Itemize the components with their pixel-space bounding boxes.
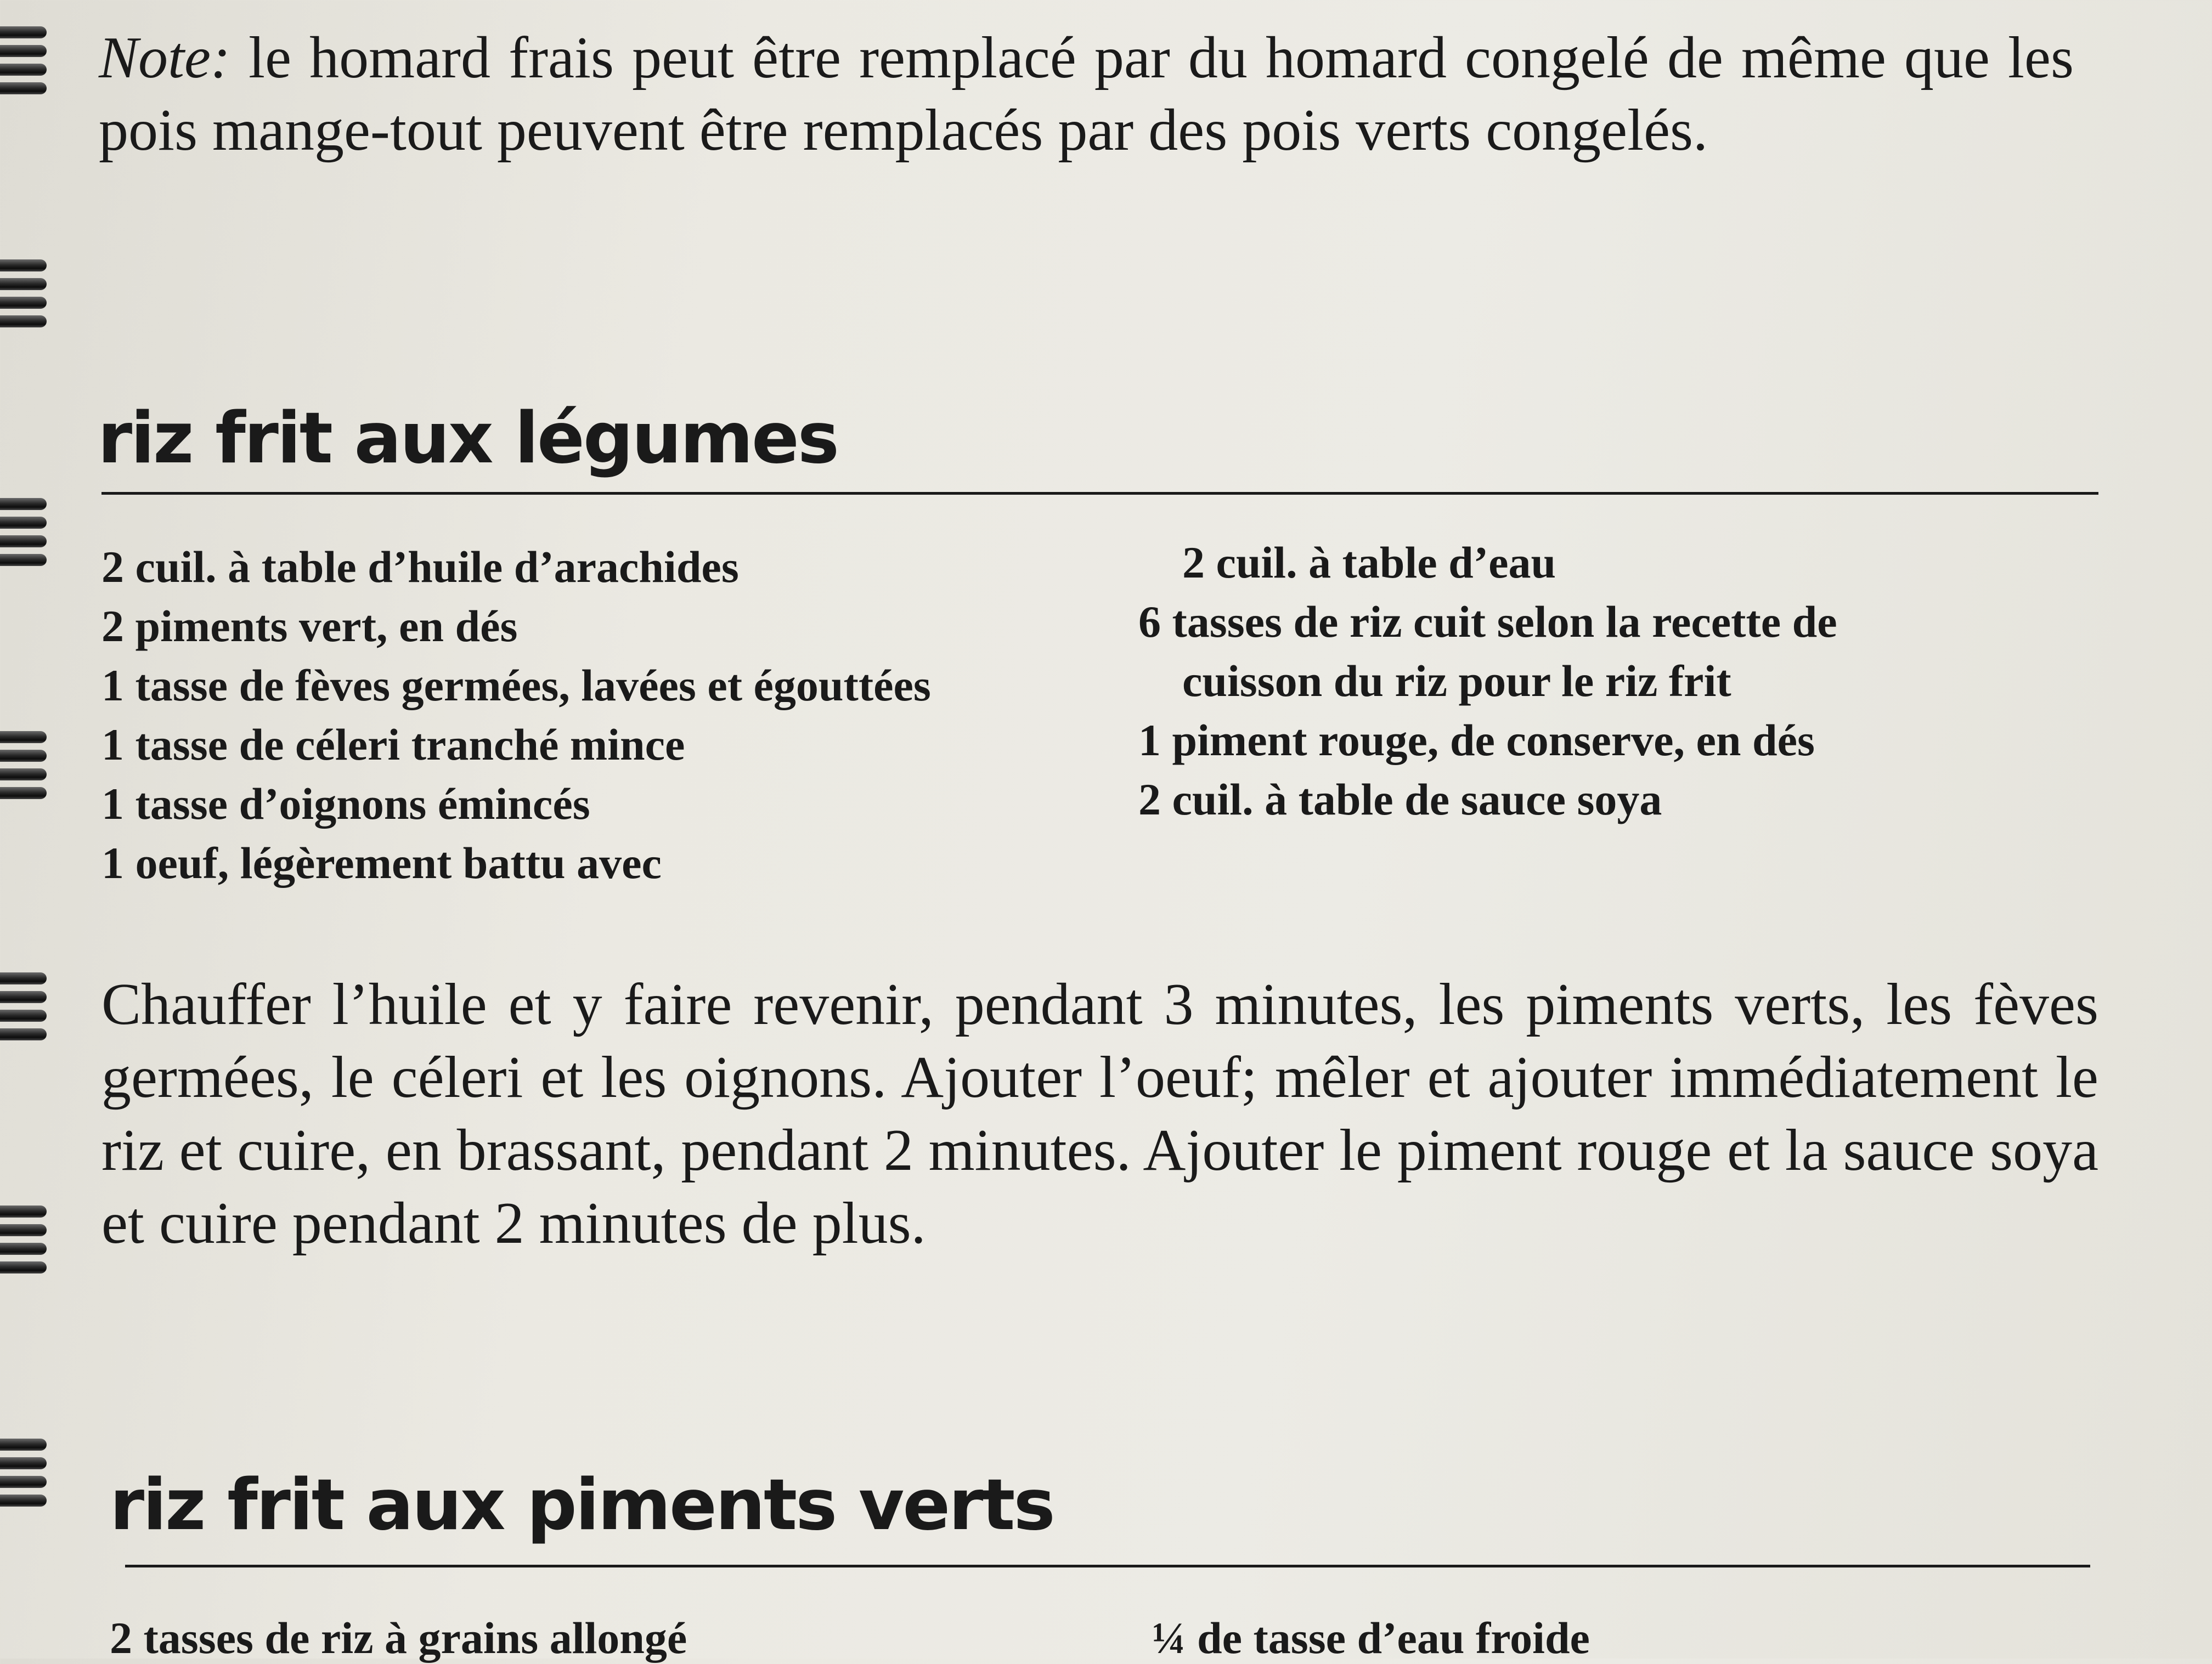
- ingredient-list-left: [101, 537, 931, 893]
- ingredient-list-right: [1138, 533, 1837, 829]
- ingredient-item: 1 oeuf, légèrement battu avec: [101, 838, 662, 888]
- partial-ingredient-left: 2 tasses de riz à grains allongé: [110, 1613, 687, 1663]
- spiral-binding-ring: [0, 716, 52, 806]
- ingredient-item: 1 tasse de fèves germées, lavées et égouttées: [101, 660, 931, 710]
- spiral-binding-ring: [0, 244, 52, 335]
- ingredient-item: 2 cuil. à table d’huile d’arachides: [101, 542, 739, 592]
- ingredient-item: 2 cuil. à table de sauce soya: [1138, 774, 1662, 824]
- ingredient-item: 1 tasse de céleri tranché mince: [101, 720, 685, 769]
- title-rule: [101, 492, 2098, 495]
- ingredient-item: cuisson du riz pour le riz frit: [1182, 656, 1731, 706]
- spiral-binding-ring: [0, 11, 52, 101]
- method-paragraph: Chauffer l’huile et y faire revenir, pendant 3 minutes, les piments verts, les fèves germées, le céleri et les oignons. Ajouter l’oeuf; mêler et ajouter immédiatement le riz et cuire, en brassant, pendant 2 minutes. Ajouter le piment rouge et la sauce soya et cuire pendant 2 minutes de plus.: [101, 972, 2098, 1256]
- recipe-title: riz frit aux piments verts: [110, 1464, 1054, 1546]
- spiral-binding-ring: [0, 957, 52, 1048]
- partial-ingredient-right: ¼ de tasse d’eau froide: [1152, 1613, 1590, 1663]
- ingredient-item: 1 piment rouge, de conserve, en dés: [1138, 715, 1815, 765]
- spiral-binding-ring: [0, 1190, 52, 1281]
- note-text: le homard frais peut être remplacé par du homard congelé de même que les pois mange-tout peuvent être remplacés par des pois verts congelés.: [99, 25, 2074, 163]
- spiral-binding-ring: [0, 483, 52, 573]
- ingredient-item: 2 piments vert, en dés: [101, 601, 518, 651]
- spiral-binding-ring: [0, 1423, 52, 1514]
- ingredient-item: 2 cuil. à table d’eau: [1182, 537, 1556, 587]
- ingredient-item: 1 tasse d’oignons émincés: [101, 779, 590, 829]
- note-label: Note:: [99, 25, 230, 90]
- note-paragraph: [99, 22, 2074, 167]
- title-rule: [125, 1565, 2090, 1567]
- ingredient-item: 6 tasses de riz cuit selon la recette de: [1138, 597, 1837, 647]
- recipe-title: riz frit aux légumes: [98, 398, 838, 479]
